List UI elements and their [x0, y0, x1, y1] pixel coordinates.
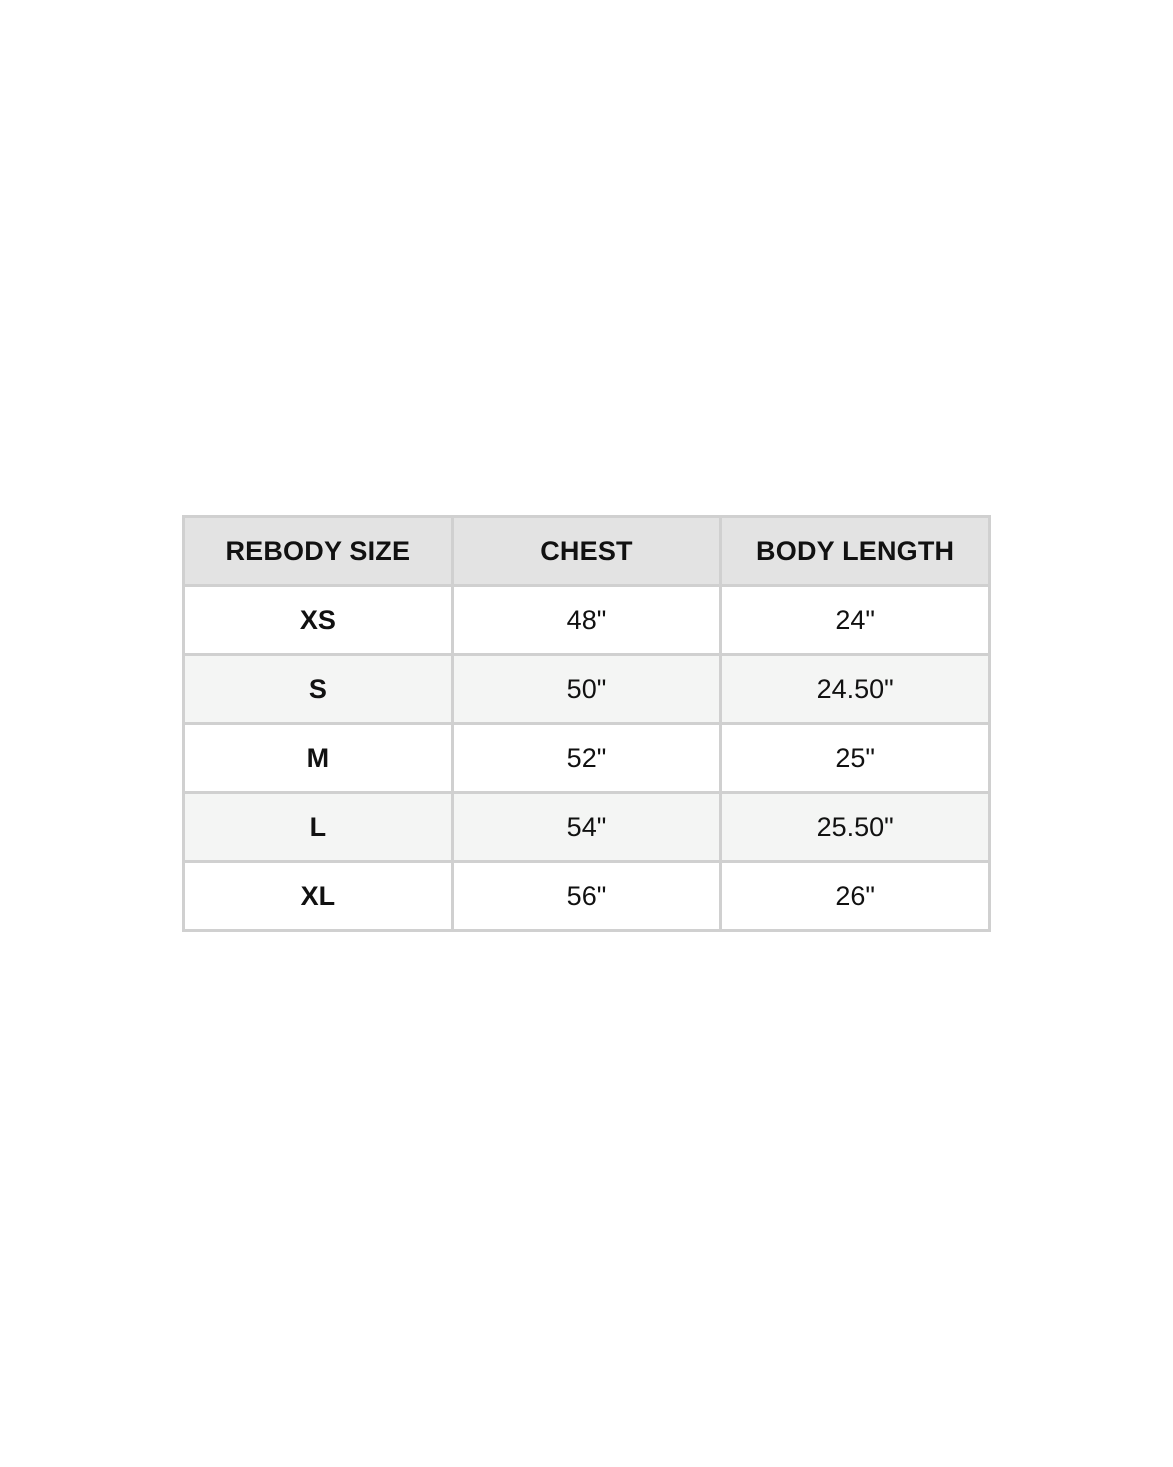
chest-cell: 54" — [452, 793, 721, 862]
chest-cell: 48" — [452, 586, 721, 655]
table-row — [184, 724, 990, 793]
header-body-length: BODY LENGTH — [721, 517, 990, 586]
header-chest: CHEST — [452, 517, 721, 586]
size-cell: XS — [184, 586, 453, 655]
chest-cell: 50" — [452, 655, 721, 724]
table-row — [184, 862, 990, 931]
table-header-row — [184, 517, 990, 586]
chest-cell: 52" — [452, 724, 721, 793]
table-row — [184, 793, 990, 862]
table-row — [184, 655, 990, 724]
body-length-cell: 24.50" — [721, 655, 990, 724]
body-length-cell: 25" — [721, 724, 990, 793]
size-cell: XL — [184, 862, 453, 931]
body-length-cell: 25.50" — [721, 793, 990, 862]
size-chart-table — [182, 515, 991, 932]
size-cell: L — [184, 793, 453, 862]
header-rebody-size: REBODY SIZE — [184, 517, 453, 586]
size-cell: S — [184, 655, 453, 724]
body-length-cell: 26" — [721, 862, 990, 931]
table-row — [184, 586, 990, 655]
body-length-cell: 24" — [721, 586, 990, 655]
size-cell: M — [184, 724, 453, 793]
chest-cell: 56" — [452, 862, 721, 931]
